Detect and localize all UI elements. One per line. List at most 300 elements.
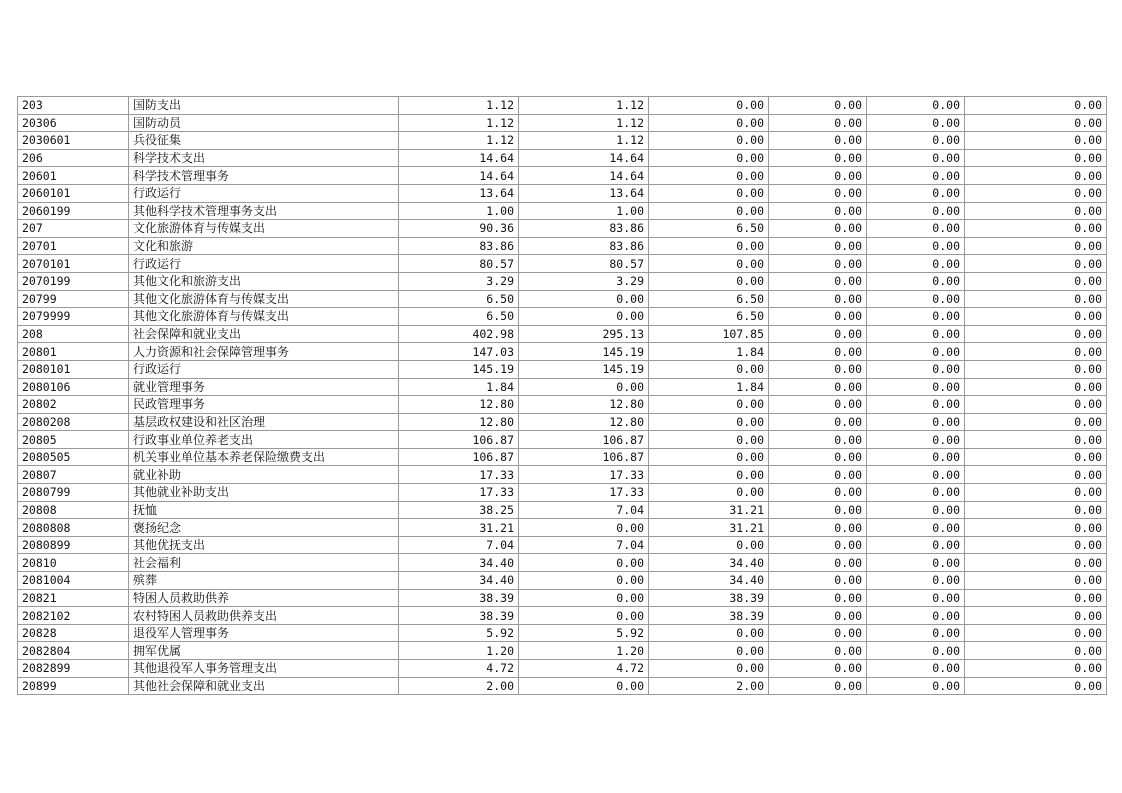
project-expenditure-cell: 0.00 — [649, 114, 769, 132]
subject-code-cell: 20801 — [18, 343, 129, 361]
table-row — [18, 624, 1107, 642]
project-expenditure-cell: 0.00 — [649, 396, 769, 414]
subject-code-cell: 2080101 — [18, 360, 129, 378]
col6-cell: 0.00 — [965, 167, 1107, 185]
subject-code-cell: 2080899 — [18, 536, 129, 554]
table-row — [18, 642, 1107, 660]
subject-name-cell: 其他文化和旅游支出 — [129, 272, 399, 290]
table-row — [18, 360, 1107, 378]
subject-name-cell: 民政管理事务 — [129, 396, 399, 414]
basic-expenditure-cell: 1.12 — [519, 114, 649, 132]
basic-expenditure-cell: 1.12 — [519, 132, 649, 150]
col4-cell: 0.00 — [769, 466, 867, 484]
col4-cell: 0.00 — [769, 237, 867, 255]
basic-expenditure-cell: 295.13 — [519, 325, 649, 343]
col6-cell: 0.00 — [965, 554, 1107, 572]
basic-expenditure-cell: 13.64 — [519, 184, 649, 202]
project-expenditure-cell: 31.21 — [649, 501, 769, 519]
subject-name-cell: 基层政权建设和社区治理 — [129, 413, 399, 431]
subject-code-cell: 20805 — [18, 431, 129, 449]
project-expenditure-cell: 0.00 — [649, 642, 769, 660]
col6-cell: 0.00 — [965, 308, 1107, 326]
project-expenditure-cell: 0.00 — [649, 660, 769, 678]
col5-cell: 0.00 — [867, 272, 965, 290]
subject-code-cell: 2080208 — [18, 413, 129, 431]
col4-cell: 0.00 — [769, 660, 867, 678]
subject-code-cell: 2080106 — [18, 378, 129, 396]
table-row — [18, 272, 1107, 290]
col6-cell: 0.00 — [965, 484, 1107, 502]
col5-cell: 0.00 — [867, 237, 965, 255]
col5-cell: 0.00 — [867, 255, 965, 273]
subject-code-cell: 2060199 — [18, 202, 129, 220]
project-expenditure-cell: 0.00 — [649, 184, 769, 202]
col6-cell: 0.00 — [965, 149, 1107, 167]
col4-cell: 0.00 — [769, 607, 867, 625]
col6-cell: 0.00 — [965, 97, 1107, 115]
table-row — [18, 202, 1107, 220]
col5-cell: 0.00 — [867, 413, 965, 431]
total-cell: 7.04 — [399, 536, 519, 554]
subject-name-cell: 人力资源和社会保障管理事务 — [129, 343, 399, 361]
col6-cell: 0.00 — [965, 184, 1107, 202]
budget-expenditure-table — [17, 96, 1107, 695]
subject-name-cell: 科学技术支出 — [129, 149, 399, 167]
table-row — [18, 589, 1107, 607]
total-cell: 6.50 — [399, 290, 519, 308]
total-cell: 17.33 — [399, 466, 519, 484]
project-expenditure-cell: 0.00 — [649, 272, 769, 290]
col5-cell: 0.00 — [867, 431, 965, 449]
table-body — [18, 97, 1107, 695]
col4-cell: 0.00 — [769, 97, 867, 115]
subject-code-cell: 207 — [18, 220, 129, 238]
subject-name-cell: 兵役征集 — [129, 132, 399, 150]
col4-cell: 0.00 — [769, 378, 867, 396]
col6-cell: 0.00 — [965, 660, 1107, 678]
basic-expenditure-cell: 1.20 — [519, 642, 649, 660]
project-expenditure-cell: 6.50 — [649, 220, 769, 238]
subject-code-cell: 206 — [18, 149, 129, 167]
subject-name-cell: 行政运行 — [129, 360, 399, 378]
col5-cell: 0.00 — [867, 677, 965, 695]
project-expenditure-cell: 0.00 — [649, 360, 769, 378]
basic-expenditure-cell: 83.86 — [519, 220, 649, 238]
subject-code-cell: 203 — [18, 97, 129, 115]
col5-cell: 0.00 — [867, 642, 965, 660]
basic-expenditure-cell: 14.64 — [519, 149, 649, 167]
col4-cell: 0.00 — [769, 431, 867, 449]
col4-cell: 0.00 — [769, 343, 867, 361]
col4-cell: 0.00 — [769, 308, 867, 326]
basic-expenditure-cell: 0.00 — [519, 589, 649, 607]
subject-code-cell: 2080505 — [18, 448, 129, 466]
col5-cell: 0.00 — [867, 466, 965, 484]
total-cell: 1.84 — [399, 378, 519, 396]
col4-cell: 0.00 — [769, 184, 867, 202]
total-cell: 38.39 — [399, 607, 519, 625]
project-expenditure-cell: 38.39 — [649, 589, 769, 607]
subject-name-cell: 褒扬纪念 — [129, 519, 399, 537]
col5-cell: 0.00 — [867, 607, 965, 625]
subject-name-cell: 社会保障和就业支出 — [129, 325, 399, 343]
table-row — [18, 484, 1107, 502]
col4-cell: 0.00 — [769, 149, 867, 167]
subject-code-cell: 20899 — [18, 677, 129, 695]
total-cell: 13.64 — [399, 184, 519, 202]
project-expenditure-cell: 34.40 — [649, 572, 769, 590]
col4-cell: 0.00 — [769, 413, 867, 431]
total-cell: 5.92 — [399, 624, 519, 642]
col4-cell: 0.00 — [769, 589, 867, 607]
total-cell: 90.36 — [399, 220, 519, 238]
table-row — [18, 237, 1107, 255]
col4-cell: 0.00 — [769, 132, 867, 150]
project-expenditure-cell: 1.84 — [649, 378, 769, 396]
col6-cell: 0.00 — [965, 114, 1107, 132]
col6-cell: 0.00 — [965, 572, 1107, 590]
project-expenditure-cell: 0.00 — [649, 97, 769, 115]
col6-cell: 0.00 — [965, 413, 1107, 431]
total-cell: 1.12 — [399, 132, 519, 150]
col5-cell: 0.00 — [867, 184, 965, 202]
project-expenditure-cell: 1.84 — [649, 343, 769, 361]
total-cell: 14.64 — [399, 149, 519, 167]
subject-code-cell: 20808 — [18, 501, 129, 519]
col4-cell: 0.00 — [769, 572, 867, 590]
subject-name-cell: 退役军人管理事务 — [129, 624, 399, 642]
subject-code-cell: 20821 — [18, 589, 129, 607]
total-cell: 34.40 — [399, 554, 519, 572]
col6-cell: 0.00 — [965, 378, 1107, 396]
basic-expenditure-cell: 145.19 — [519, 343, 649, 361]
project-expenditure-cell: 34.40 — [649, 554, 769, 572]
subject-code-cell: 2070101 — [18, 255, 129, 273]
subject-name-cell: 就业补助 — [129, 466, 399, 484]
subject-name-cell: 就业管理事务 — [129, 378, 399, 396]
col5-cell: 0.00 — [867, 519, 965, 537]
table-row — [18, 220, 1107, 238]
basic-expenditure-cell: 106.87 — [519, 431, 649, 449]
basic-expenditure-cell: 0.00 — [519, 677, 649, 695]
basic-expenditure-cell: 0.00 — [519, 607, 649, 625]
total-cell: 106.87 — [399, 448, 519, 466]
col5-cell: 0.00 — [867, 660, 965, 678]
subject-code-cell: 208 — [18, 325, 129, 343]
subject-name-cell: 其他退役军人事务管理支出 — [129, 660, 399, 678]
basic-expenditure-cell: 17.33 — [519, 466, 649, 484]
total-cell: 34.40 — [399, 572, 519, 590]
table-row — [18, 413, 1107, 431]
subject-code-cell: 20807 — [18, 466, 129, 484]
col6-cell: 0.00 — [965, 220, 1107, 238]
table-row — [18, 97, 1107, 115]
col4-cell: 0.00 — [769, 536, 867, 554]
col5-cell: 0.00 — [867, 554, 965, 572]
col5-cell: 0.00 — [867, 132, 965, 150]
basic-expenditure-cell: 17.33 — [519, 484, 649, 502]
project-expenditure-cell: 31.21 — [649, 519, 769, 537]
basic-expenditure-cell: 80.57 — [519, 255, 649, 273]
basic-expenditure-cell: 7.04 — [519, 501, 649, 519]
basic-expenditure-cell: 0.00 — [519, 290, 649, 308]
col5-cell: 0.00 — [867, 149, 965, 167]
col5-cell: 0.00 — [867, 572, 965, 590]
table-row — [18, 325, 1107, 343]
table-row — [18, 378, 1107, 396]
subject-name-cell: 文化和旅游 — [129, 237, 399, 255]
total-cell: 12.80 — [399, 396, 519, 414]
col5-cell: 0.00 — [867, 484, 965, 502]
col5-cell: 0.00 — [867, 202, 965, 220]
project-expenditure-cell: 0.00 — [649, 237, 769, 255]
col4-cell: 0.00 — [769, 114, 867, 132]
total-cell: 1.20 — [399, 642, 519, 660]
col4-cell: 0.00 — [769, 677, 867, 695]
col4-cell: 0.00 — [769, 255, 867, 273]
subject-name-cell: 国防支出 — [129, 97, 399, 115]
subject-code-cell: 2081004 — [18, 572, 129, 590]
total-cell: 6.50 — [399, 308, 519, 326]
basic-expenditure-cell: 14.64 — [519, 167, 649, 185]
total-cell: 147.03 — [399, 343, 519, 361]
col4-cell: 0.00 — [769, 325, 867, 343]
col5-cell: 0.00 — [867, 360, 965, 378]
total-cell: 145.19 — [399, 360, 519, 378]
subject-name-cell: 其他文化旅游体育与传媒支出 — [129, 290, 399, 308]
col6-cell: 0.00 — [965, 589, 1107, 607]
subject-code-cell: 2070199 — [18, 272, 129, 290]
basic-expenditure-cell: 5.92 — [519, 624, 649, 642]
subject-name-cell: 行政运行 — [129, 255, 399, 273]
total-cell: 4.72 — [399, 660, 519, 678]
basic-expenditure-cell: 0.00 — [519, 519, 649, 537]
project-expenditure-cell: 0.00 — [649, 484, 769, 502]
subject-name-cell: 社会福利 — [129, 554, 399, 572]
col6-cell: 0.00 — [965, 624, 1107, 642]
project-expenditure-cell: 0.00 — [649, 413, 769, 431]
col4-cell: 0.00 — [769, 642, 867, 660]
col5-cell: 0.00 — [867, 220, 965, 238]
subject-code-cell: 2080808 — [18, 519, 129, 537]
col4-cell: 0.00 — [769, 448, 867, 466]
col6-cell: 0.00 — [965, 431, 1107, 449]
subject-name-cell: 抚恤 — [129, 501, 399, 519]
col5-cell: 0.00 — [867, 97, 965, 115]
project-expenditure-cell: 107.85 — [649, 325, 769, 343]
project-expenditure-cell: 0.00 — [649, 149, 769, 167]
basic-expenditure-cell: 106.87 — [519, 448, 649, 466]
col6-cell: 0.00 — [965, 536, 1107, 554]
col5-cell: 0.00 — [867, 624, 965, 642]
subject-code-cell: 20828 — [18, 624, 129, 642]
subject-name-cell: 农村特困人员救助供养支出 — [129, 607, 399, 625]
subject-name-cell: 拥军优属 — [129, 642, 399, 660]
project-expenditure-cell: 0.00 — [649, 448, 769, 466]
subject-name-cell: 其他社会保障和就业支出 — [129, 677, 399, 695]
col5-cell: 0.00 — [867, 589, 965, 607]
basic-expenditure-cell: 12.80 — [519, 413, 649, 431]
total-cell: 83.86 — [399, 237, 519, 255]
subject-code-cell: 20601 — [18, 167, 129, 185]
table-row — [18, 431, 1107, 449]
subject-code-cell: 20701 — [18, 237, 129, 255]
col6-cell: 0.00 — [965, 501, 1107, 519]
total-cell: 80.57 — [399, 255, 519, 273]
table-row — [18, 290, 1107, 308]
project-expenditure-cell: 0.00 — [649, 167, 769, 185]
basic-expenditure-cell: 83.86 — [519, 237, 649, 255]
table-row — [18, 554, 1107, 572]
col5-cell: 0.00 — [867, 308, 965, 326]
subject-name-cell: 其他科学技术管理事务支出 — [129, 202, 399, 220]
basic-expenditure-cell: 12.80 — [519, 396, 649, 414]
col5-cell: 0.00 — [867, 290, 965, 308]
col6-cell: 0.00 — [965, 642, 1107, 660]
project-expenditure-cell: 0.00 — [649, 624, 769, 642]
col6-cell: 0.00 — [965, 290, 1107, 308]
table-row — [18, 660, 1107, 678]
table-row — [18, 343, 1107, 361]
col6-cell: 0.00 — [965, 448, 1107, 466]
basic-expenditure-cell: 1.00 — [519, 202, 649, 220]
project-expenditure-cell: 0.00 — [649, 431, 769, 449]
subject-name-cell: 特困人员救助供养 — [129, 589, 399, 607]
total-cell: 402.98 — [399, 325, 519, 343]
col4-cell: 0.00 — [769, 220, 867, 238]
basic-expenditure-cell: 1.12 — [519, 97, 649, 115]
total-cell: 1.12 — [399, 114, 519, 132]
col6-cell: 0.00 — [965, 519, 1107, 537]
col5-cell: 0.00 — [867, 325, 965, 343]
project-expenditure-cell: 38.39 — [649, 607, 769, 625]
subject-name-cell: 行政事业单位养老支出 — [129, 431, 399, 449]
col4-cell: 0.00 — [769, 396, 867, 414]
col4-cell: 0.00 — [769, 290, 867, 308]
col4-cell: 0.00 — [769, 360, 867, 378]
subject-code-cell: 20810 — [18, 554, 129, 572]
total-cell: 31.21 — [399, 519, 519, 537]
col6-cell: 0.00 — [965, 343, 1107, 361]
project-expenditure-cell: 6.50 — [649, 290, 769, 308]
project-expenditure-cell: 6.50 — [649, 308, 769, 326]
col5-cell: 0.00 — [867, 343, 965, 361]
project-expenditure-cell: 0.00 — [649, 536, 769, 554]
subject-name-cell: 行政运行 — [129, 184, 399, 202]
project-expenditure-cell: 0.00 — [649, 466, 769, 484]
col4-cell: 0.00 — [769, 519, 867, 537]
col5-cell: 0.00 — [867, 396, 965, 414]
table-row — [18, 255, 1107, 273]
col5-cell: 0.00 — [867, 378, 965, 396]
basic-expenditure-cell: 0.00 — [519, 554, 649, 572]
total-cell: 1.00 — [399, 202, 519, 220]
total-cell: 38.25 — [399, 501, 519, 519]
basic-expenditure-cell: 0.00 — [519, 378, 649, 396]
subject-name-cell: 机关事业单位基本养老保险缴费支出 — [129, 448, 399, 466]
subject-name-cell: 其他文化旅游体育与传媒支出 — [129, 308, 399, 326]
col4-cell: 0.00 — [769, 167, 867, 185]
col4-cell: 0.00 — [769, 202, 867, 220]
basic-expenditure-cell: 145.19 — [519, 360, 649, 378]
subject-name-cell: 殡葬 — [129, 572, 399, 590]
col6-cell: 0.00 — [965, 255, 1107, 273]
col4-cell: 0.00 — [769, 624, 867, 642]
table-row — [18, 519, 1107, 537]
basic-expenditure-cell: 0.00 — [519, 572, 649, 590]
col6-cell: 0.00 — [965, 132, 1107, 150]
table-row — [18, 677, 1107, 695]
subject-code-cell: 2082804 — [18, 642, 129, 660]
project-expenditure-cell: 2.00 — [649, 677, 769, 695]
col6-cell: 0.00 — [965, 272, 1107, 290]
subject-code-cell: 2079999 — [18, 308, 129, 326]
table-row — [18, 607, 1107, 625]
table-row — [18, 132, 1107, 150]
table-row — [18, 501, 1107, 519]
col6-cell: 0.00 — [965, 396, 1107, 414]
total-cell: 14.64 — [399, 167, 519, 185]
total-cell: 38.39 — [399, 589, 519, 607]
col6-cell: 0.00 — [965, 325, 1107, 343]
table-row — [18, 396, 1107, 414]
col6-cell: 0.00 — [965, 202, 1107, 220]
table-row — [18, 149, 1107, 167]
basic-expenditure-cell: 7.04 — [519, 536, 649, 554]
table-row — [18, 114, 1107, 132]
subject-name-cell: 国防动员 — [129, 114, 399, 132]
table-row — [18, 572, 1107, 590]
col5-cell: 0.00 — [867, 167, 965, 185]
col4-cell: 0.00 — [769, 484, 867, 502]
col5-cell: 0.00 — [867, 536, 965, 554]
col4-cell: 0.00 — [769, 501, 867, 519]
col5-cell: 0.00 — [867, 501, 965, 519]
subject-code-cell: 2082102 — [18, 607, 129, 625]
col5-cell: 0.00 — [867, 448, 965, 466]
col4-cell: 0.00 — [769, 554, 867, 572]
col6-cell: 0.00 — [965, 677, 1107, 695]
col6-cell: 0.00 — [965, 466, 1107, 484]
basic-expenditure-cell: 3.29 — [519, 272, 649, 290]
subject-code-cell: 20802 — [18, 396, 129, 414]
total-cell: 2.00 — [399, 677, 519, 695]
total-cell: 1.12 — [399, 97, 519, 115]
subject-code-cell: 2082899 — [18, 660, 129, 678]
col6-cell: 0.00 — [965, 237, 1107, 255]
subject-name-cell: 科学技术管理事务 — [129, 167, 399, 185]
subject-code-cell: 20306 — [18, 114, 129, 132]
total-cell: 106.87 — [399, 431, 519, 449]
col5-cell: 0.00 — [867, 114, 965, 132]
table-row — [18, 308, 1107, 326]
project-expenditure-cell: 0.00 — [649, 202, 769, 220]
subject-code-cell: 2060101 — [18, 184, 129, 202]
basic-expenditure-cell: 0.00 — [519, 308, 649, 326]
total-cell: 3.29 — [399, 272, 519, 290]
table-row — [18, 466, 1107, 484]
col6-cell: 0.00 — [965, 607, 1107, 625]
subject-code-cell: 20799 — [18, 290, 129, 308]
table-row — [18, 536, 1107, 554]
subject-name-cell: 其他优抚支出 — [129, 536, 399, 554]
project-expenditure-cell: 0.00 — [649, 255, 769, 273]
subject-name-cell: 文化旅游体育与传媒支出 — [129, 220, 399, 238]
table-row — [18, 167, 1107, 185]
col4-cell: 0.00 — [769, 272, 867, 290]
total-cell: 17.33 — [399, 484, 519, 502]
project-expenditure-cell: 0.00 — [649, 132, 769, 150]
